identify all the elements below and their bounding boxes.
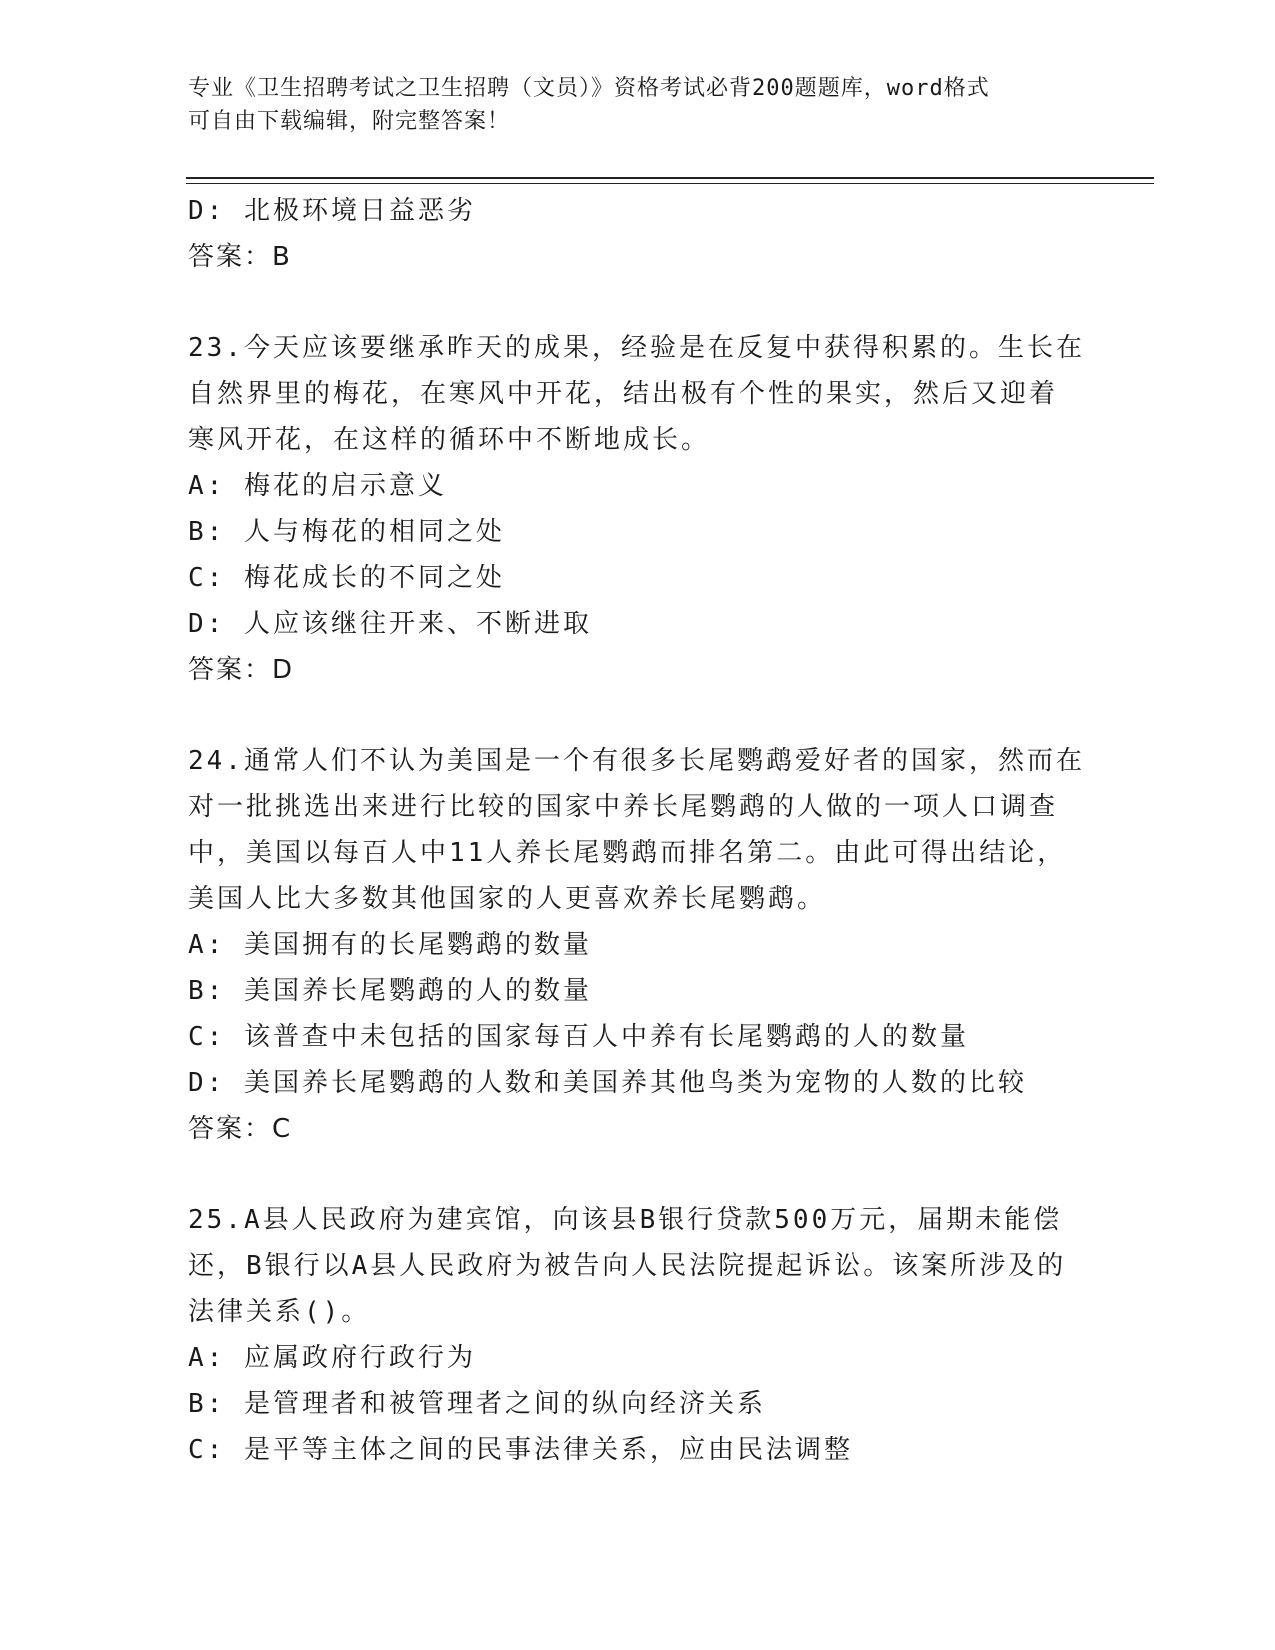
question-stem-line: 23.今天应该要继承昨天的成果，经验是在反复中获得积累的。生长在	[188, 333, 1085, 363]
header-line-2: 可自由下载编辑，附完整答案！	[188, 109, 511, 134]
question-stem-line: 25.A县人民政府为建宾馆，向该县B银行贷款500万元，届期未能偿	[188, 1205, 1063, 1235]
question-stem-line: 美国人比大多数其他国家的人更喜欢养长尾鹦鹉。	[188, 884, 827, 914]
option-c: C: 该普查中未包括的国家每百人中养有长尾鹦鹉的人的数量	[188, 1022, 969, 1052]
answer-label: 答案：B	[188, 242, 292, 272]
answer-label: 答案：C	[188, 1114, 293, 1144]
option-c: C: 是平等主体之间的民事法律关系，应由民法调整	[188, 1435, 853, 1465]
question-stem-line: 法律关系()。	[188, 1297, 371, 1327]
option-a: A: 应属政府行政行为	[188, 1343, 476, 1373]
header-divider-thin	[186, 183, 1154, 184]
question-25	[188, 1197, 1088, 1473]
question-stem-line: 24.通常人们不认为美国是一个有很多长尾鹦鹉爱好者的国家，然而在	[188, 746, 1085, 776]
option-b: B: 人与梅花的相同之处	[188, 517, 505, 547]
option-c: C: 梅花成长的不同之处	[188, 563, 505, 593]
header-divider-thick	[186, 177, 1154, 179]
document-body	[188, 188, 1088, 1473]
option-a: A: 美国拥有的长尾鹦鹉的数量	[188, 930, 592, 960]
option-b: B: 是管理者和被管理者之间的纵向经济关系	[188, 1389, 766, 1419]
document-header	[188, 72, 1068, 138]
question-gap	[188, 280, 1088, 325]
option-b: B: 美国养长尾鹦鹉的人的数量	[188, 976, 592, 1006]
question-gap	[188, 1152, 1088, 1197]
question-stem-line: 中，美国以每百人中11人养长尾鹦鹉而排名第二。由此可得出结论，	[188, 838, 1067, 868]
option-a: A: 梅花的启示意义	[188, 471, 447, 501]
question-22-tail	[188, 188, 1088, 280]
question-stem-line: 自然界里的梅花，在寒风中开花，结出极有个性的果实，然后又迎着	[188, 379, 1059, 409]
option-d: D: 美国养长尾鹦鹉的人数和美国养其他鸟类为宠物的人数的比较	[188, 1068, 1027, 1098]
option-d: D: 北极环境日益恶劣	[188, 196, 476, 226]
question-23	[188, 325, 1088, 693]
option-d: D: 人应该继往开来、不断进取	[188, 609, 592, 639]
question-24	[188, 738, 1088, 1152]
answer-label: 答案：D	[188, 655, 295, 685]
question-stem-line: 寒风开花，在这样的循环中不断地成长。	[188, 425, 711, 455]
question-stem-line: 还，B银行以A县人民政府为被告向人民法院提起诉讼。该案所涉及的	[188, 1251, 1067, 1281]
question-gap	[188, 693, 1088, 738]
header-line-1: 专业《卫生招聘考试之卫生招聘（文员）》资格考试必背200题题库，word格式	[188, 76, 990, 101]
question-stem-line: 对一批挑选出来进行比较的国家中养长尾鹦鹉的人做的一项人口调查	[188, 792, 1059, 822]
